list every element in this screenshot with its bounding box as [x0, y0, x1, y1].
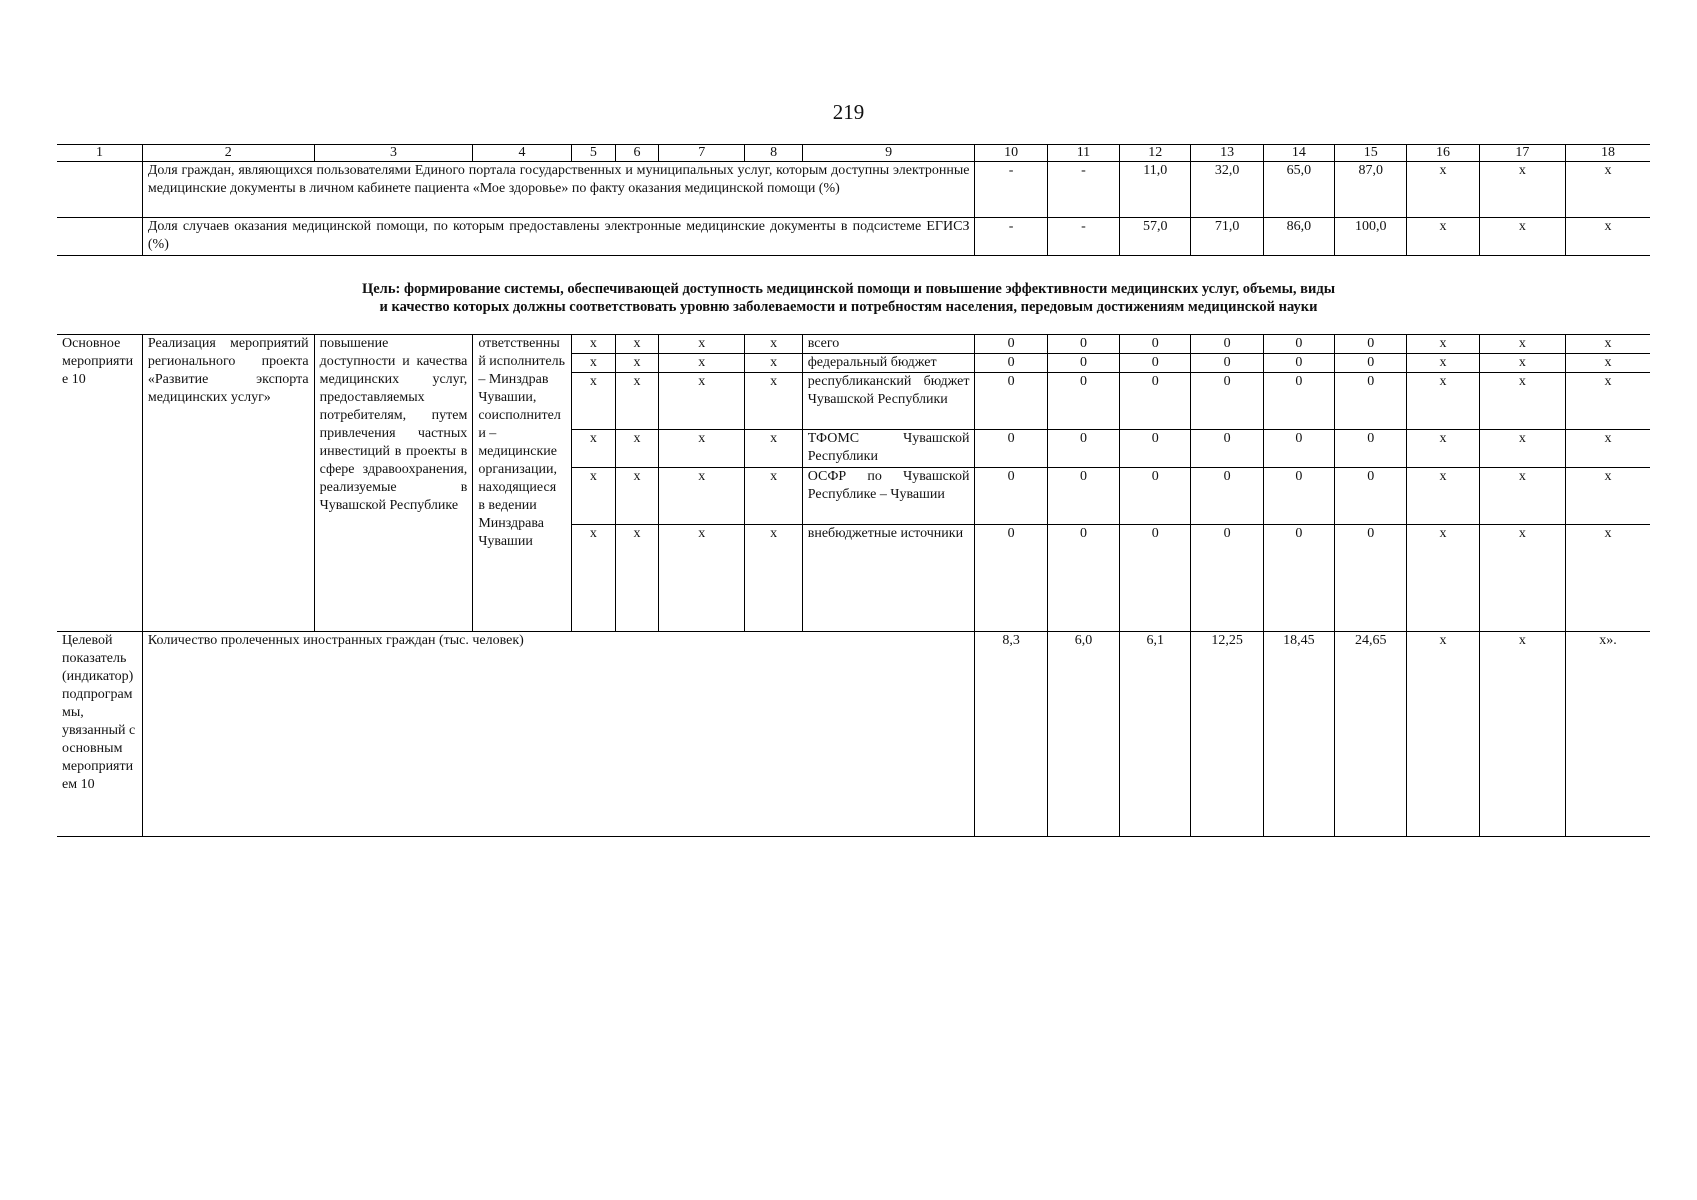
- value-cell: 0: [975, 525, 1047, 632]
- table-row: [57, 218, 1650, 256]
- value-cell: 0: [1263, 373, 1334, 430]
- goal-heading: [0, 280, 1697, 316]
- indicator-label: Количество пролеченных иностранных граждан (тыс. человек): [142, 632, 975, 837]
- mark-cell: x: [659, 335, 745, 354]
- value-cell: x: [1479, 218, 1565, 256]
- mark-cell: x: [615, 373, 658, 430]
- mark-cell: x: [571, 430, 615, 468]
- column-number: 11: [1047, 145, 1119, 162]
- value-cell: 0: [1335, 335, 1407, 354]
- value-cell: x: [1566, 430, 1650, 468]
- value-cell: -: [975, 162, 1047, 218]
- value-cell: x: [1479, 430, 1565, 468]
- mark-cell: x: [615, 335, 658, 354]
- measure-type: Основное мероприятие 10: [57, 335, 142, 632]
- indicator-type: Целевой показатель (индикатор) подпрограммы, увязанный с основным мероприятием 10: [57, 632, 142, 837]
- value-cell: 18,45: [1263, 632, 1334, 837]
- value-cell: 0: [1335, 354, 1407, 373]
- column-number: 12: [1120, 145, 1191, 162]
- column-number-row: [57, 145, 1650, 162]
- indicators-table-top: [57, 144, 1650, 256]
- goal-line: Цель: формирование системы, обеспечивающей доступность медицинской помощи и повышение эффективности медицинских услуг, объемы, виды: [361, 281, 1336, 297]
- funding-source: федеральный бюджет: [802, 354, 975, 373]
- value-cell: 0: [1047, 430, 1119, 468]
- value-cell: x: [1479, 373, 1565, 430]
- column-number: 6: [615, 145, 658, 162]
- column-number: 5: [571, 145, 615, 162]
- value-cell: x: [1566, 373, 1650, 430]
- mark-cell: x: [659, 354, 745, 373]
- table-row: [57, 335, 1650, 354]
- value-cell: x: [1407, 335, 1479, 354]
- column-number: 2: [142, 145, 314, 162]
- empty-cell: [57, 162, 142, 218]
- mark-cell: x: [571, 335, 615, 354]
- column-number: 7: [659, 145, 745, 162]
- mark-cell: x: [745, 373, 802, 430]
- value-cell: 0: [1191, 373, 1263, 430]
- column-number: 9: [802, 145, 975, 162]
- value-cell: 0: [1263, 525, 1334, 632]
- value-cell: 0: [975, 335, 1047, 354]
- value-cell: 0: [1120, 525, 1191, 632]
- value-cell: x: [1407, 632, 1479, 837]
- funding-source: всего: [802, 335, 975, 354]
- value-cell: 0: [1047, 373, 1119, 430]
- value-cell: 87,0: [1335, 162, 1407, 218]
- mark-cell: x: [745, 354, 802, 373]
- empty-cell: [57, 218, 142, 256]
- value-cell: x: [1479, 162, 1565, 218]
- value-cell: 6,1: [1120, 632, 1191, 837]
- value-cell: x: [1407, 162, 1479, 218]
- goal-line: и качество которых должны соответствовать уровню заболеваемости и потребностям населения, передовым достижениям медицинской науки: [379, 299, 1318, 315]
- value-cell: 0: [1263, 354, 1334, 373]
- value-cell: 0: [1191, 430, 1263, 468]
- funding-source: ОСФР по Чувашской Республике – Чувашии: [802, 468, 975, 525]
- value-cell: 86,0: [1263, 218, 1334, 256]
- value-cell: 0: [975, 430, 1047, 468]
- value-cell: 0: [1263, 430, 1334, 468]
- mark-cell: x: [615, 430, 658, 468]
- value-cell: 0: [975, 373, 1047, 430]
- value-cell: 11,0: [1120, 162, 1191, 218]
- funding-source: ТФОМС Чувашской Республики: [802, 430, 975, 468]
- value-cell: x: [1479, 335, 1565, 354]
- table-row: [57, 162, 1650, 218]
- value-cell: 0: [1263, 468, 1334, 525]
- table-row: [57, 632, 1650, 837]
- value-cell: 71,0: [1191, 218, 1263, 256]
- value-cell: 0: [1263, 335, 1334, 354]
- value-cell: 24,65: [1335, 632, 1407, 837]
- value-cell: -: [975, 218, 1047, 256]
- value-cell: x: [1566, 335, 1650, 354]
- column-number: 10: [975, 145, 1047, 162]
- value-cell: x: [1566, 468, 1650, 525]
- value-cell: 32,0: [1191, 162, 1263, 218]
- value-cell: 0: [975, 354, 1047, 373]
- mark-cell: x: [571, 468, 615, 525]
- measure-goal: повышение доступности и качества медицинских услуг, предоставляемых потребителям, путем привлечения частных инвестиций в проекты в сфере здравоохранения, реализуемые в Чувашской Республике: [314, 335, 473, 632]
- mark-cell: x: [745, 525, 802, 632]
- value-cell: x».: [1566, 632, 1650, 837]
- value-cell: 0: [1335, 430, 1407, 468]
- value-cell: x: [1407, 468, 1479, 525]
- value-cell: 0: [1191, 468, 1263, 525]
- page-number: 219: [832, 100, 865, 124]
- mark-cell: x: [659, 430, 745, 468]
- value-cell: x: [1407, 430, 1479, 468]
- measure-executor: ответственный исполнитель – Минздрав Чувашии, соисполнители – медицинские организации, находящиеся в ведении Минздрава Чувашии: [473, 335, 571, 632]
- column-number: 1: [57, 145, 142, 162]
- value-cell: 6,0: [1047, 632, 1119, 837]
- mark-cell: x: [745, 430, 802, 468]
- column-number: 16: [1407, 145, 1479, 162]
- value-cell: 0: [1047, 525, 1119, 632]
- mark-cell: x: [745, 468, 802, 525]
- column-number: 8: [745, 145, 802, 162]
- mark-cell: x: [615, 525, 658, 632]
- value-cell: 12,25: [1191, 632, 1263, 837]
- mark-cell: x: [659, 525, 745, 632]
- column-number: 13: [1191, 145, 1263, 162]
- value-cell: 0: [1120, 468, 1191, 525]
- value-cell: x: [1407, 354, 1479, 373]
- value-cell: 8,3: [975, 632, 1047, 837]
- column-number: 14: [1263, 145, 1334, 162]
- value-cell: 0: [1120, 335, 1191, 354]
- value-cell: x: [1566, 354, 1650, 373]
- mark-cell: x: [615, 468, 658, 525]
- value-cell: x: [1407, 373, 1479, 430]
- column-number: 17: [1479, 145, 1565, 162]
- value-cell: x: [1407, 218, 1479, 256]
- column-number: 18: [1566, 145, 1650, 162]
- value-cell: x: [1407, 525, 1479, 632]
- mark-cell: x: [615, 354, 658, 373]
- mark-cell: x: [745, 335, 802, 354]
- value-cell: 0: [1047, 468, 1119, 525]
- value-cell: 0: [1191, 335, 1263, 354]
- value-cell: 0: [1335, 373, 1407, 430]
- value-cell: 0: [1047, 354, 1119, 373]
- value-cell: 0: [1335, 468, 1407, 525]
- value-cell: 0: [1335, 525, 1407, 632]
- mark-cell: x: [571, 354, 615, 373]
- funding-source: внебюджетные источники: [802, 525, 975, 632]
- value-cell: x: [1479, 525, 1565, 632]
- column-number: 3: [314, 145, 473, 162]
- mark-cell: x: [571, 373, 615, 430]
- value-cell: 100,0: [1335, 218, 1407, 256]
- value-cell: -: [1047, 162, 1119, 218]
- mark-cell: x: [571, 525, 615, 632]
- column-number: 4: [473, 145, 571, 162]
- value-cell: x: [1566, 218, 1650, 256]
- value-cell: 65,0: [1263, 162, 1334, 218]
- value-cell: 0: [1047, 335, 1119, 354]
- value-cell: 57,0: [1120, 218, 1191, 256]
- measures-table: [57, 334, 1650, 837]
- column-number: 15: [1335, 145, 1407, 162]
- value-cell: -: [1047, 218, 1119, 256]
- mark-cell: x: [659, 373, 745, 430]
- value-cell: x: [1479, 354, 1565, 373]
- value-cell: x: [1566, 525, 1650, 632]
- value-cell: x: [1479, 468, 1565, 525]
- funding-source: республиканский бюджет Чувашской Республики: [802, 373, 975, 430]
- value-cell: 0: [1120, 354, 1191, 373]
- value-cell: x: [1566, 162, 1650, 218]
- value-cell: 0: [1191, 525, 1263, 632]
- indicator-label: Доля граждан, являющихся пользователями Единого портала государственных и муниципальных услуг, которым доступны электронные медицинские документы в личном кабинете пациента «Мое здоровье» по факту оказания медицинской помощи (%): [142, 162, 975, 218]
- value-cell: 0: [1191, 354, 1263, 373]
- measure-name: Реализация мероприятий регионального проекта «Развитие экспорта медицинских услуг»: [142, 335, 314, 632]
- indicator-label: Доля случаев оказания медицинской помощи, по которым предоставлены электронные медицинские документы в подсистеме ЕГИСЗ (%): [142, 218, 975, 256]
- value-cell: 0: [1120, 373, 1191, 430]
- value-cell: 0: [975, 468, 1047, 525]
- value-cell: x: [1479, 632, 1565, 837]
- mark-cell: x: [659, 468, 745, 525]
- value-cell: 0: [1120, 430, 1191, 468]
